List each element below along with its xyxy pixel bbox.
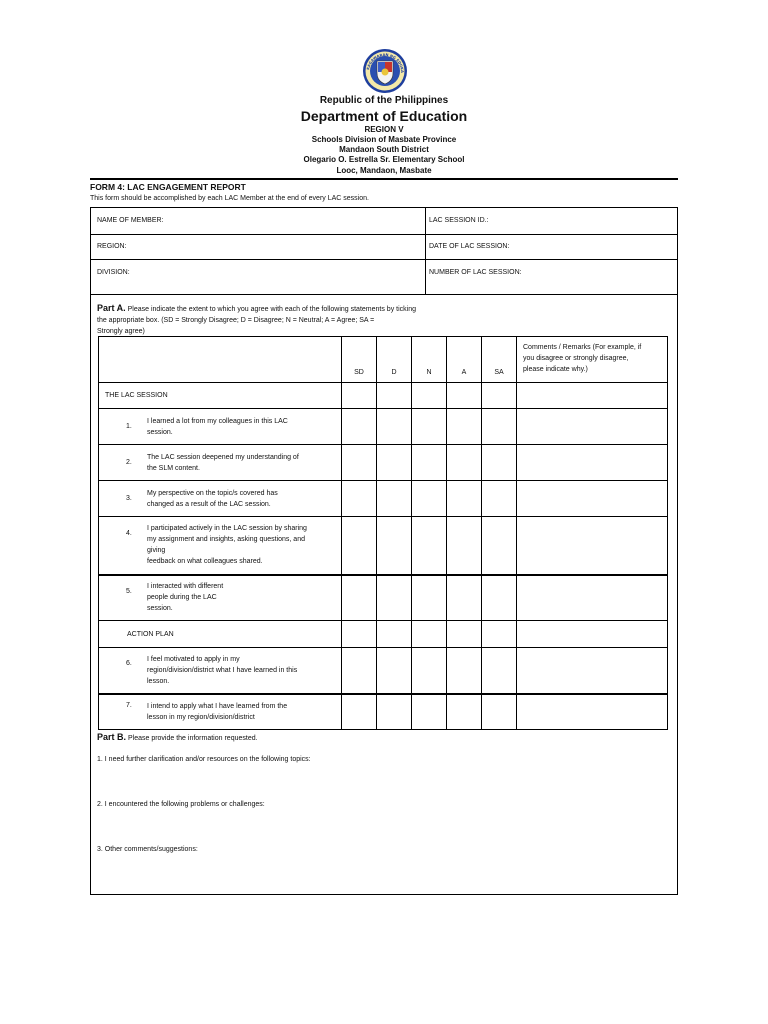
statement-1: 1. I learned a lot from my colleagues in this LAC session. (99, 409, 342, 445)
statement-row-3 (99, 481, 668, 517)
rating-header-row (99, 337, 668, 383)
rating-box[interactable] (412, 575, 447, 621)
rating-box[interactable] (342, 481, 377, 517)
statement-row-2 (99, 445, 668, 481)
rating-box[interactable] (482, 694, 517, 730)
form-body (90, 207, 678, 895)
address-heading: Looc, Mandaon, Masbate (336, 166, 432, 175)
rating-box[interactable] (377, 409, 412, 445)
rating-box[interactable] (447, 575, 482, 621)
info-row-division (91, 260, 677, 295)
lac-session-id-label: LAC SESSION ID.: (429, 217, 489, 224)
rating-box[interactable] (412, 621, 447, 648)
division-label: DIVISION: (97, 269, 130, 276)
rating-box[interactable] (377, 648, 412, 694)
header-divider (90, 178, 678, 180)
rating-box[interactable] (447, 694, 482, 730)
rating-box[interactable] (412, 481, 447, 517)
republic-heading: Republic of the Philippines (319, 95, 449, 106)
rating-box[interactable] (482, 383, 517, 409)
rating-box[interactable] (412, 445, 447, 481)
statement-5: 5. I interacted with different people during the LAC session. (99, 575, 342, 621)
part-b-question-2: 2. I encountered the following problems or challenges: (97, 801, 265, 808)
name-of-member-label: NAME OF MEMBER: (97, 217, 164, 224)
part-b-instructions (97, 732, 258, 742)
rating-box[interactable] (412, 383, 447, 409)
rating-box[interactable] (482, 481, 517, 517)
info-row-member (91, 208, 677, 235)
scale-d-header: D (377, 337, 412, 383)
rating-box[interactable] (482, 621, 517, 648)
rating-box[interactable] (377, 517, 412, 575)
part-b-intro: Please provide the information requested. (127, 735, 258, 742)
rating-box[interactable] (342, 445, 377, 481)
rating-box[interactable] (412, 694, 447, 730)
statement-2: 2. The LAC session deepened my understanding of the SLM content. (99, 445, 342, 481)
statement-7: 7. I intend to apply what I have learned from the lesson in my region/division/district (99, 694, 342, 730)
rating-box[interactable] (447, 621, 482, 648)
rating-box[interactable] (377, 481, 412, 517)
part-b-label: Part B. (97, 732, 127, 742)
info-row-region (91, 234, 677, 260)
rating-box[interactable] (377, 575, 412, 621)
rating-box[interactable] (342, 517, 377, 575)
section-row-lac-session (99, 383, 668, 409)
section-row-action-plan (99, 621, 668, 648)
deped-seal-logo (357, 46, 413, 96)
department-heading: Department of Education (300, 108, 468, 124)
rating-table (98, 336, 668, 730)
rating-box[interactable] (377, 383, 412, 409)
part-a-label: Part A. (97, 303, 126, 313)
comment-box[interactable] (517, 445, 668, 481)
part-a-instructions (97, 303, 477, 337)
rating-box[interactable] (482, 517, 517, 575)
form-description: This form should be accomplished by each LAC Member at the end of every LAC session. (90, 195, 369, 202)
statement-row-7 (99, 694, 668, 730)
school-heading: Olegario O. Estrella Sr. Elementary School (303, 155, 465, 164)
rating-box[interactable] (447, 445, 482, 481)
comment-box[interactable] (517, 383, 668, 409)
rating-box[interactable] (447, 648, 482, 694)
rating-box[interactable] (412, 409, 447, 445)
statement-4: 4. I participated actively in the LAC session by sharing my assignment and insights, asking questions, and giving feedback on what colleagues shared. (99, 517, 342, 575)
comment-box[interactable] (517, 648, 668, 694)
region-label: REGION: (97, 243, 127, 250)
rating-box[interactable] (412, 517, 447, 575)
statement-3: 3. My perspective on the topic/s covered has changed as a result of the LAC session. (99, 481, 342, 517)
statement-row-5 (99, 575, 668, 621)
scale-a-header: A (447, 337, 482, 383)
rating-box[interactable] (377, 621, 412, 648)
district-heading: Mandaon South District (339, 145, 429, 154)
comment-box[interactable] (517, 481, 668, 517)
rating-box[interactable] (342, 694, 377, 730)
rating-box[interactable] (447, 517, 482, 575)
rating-box[interactable] (342, 409, 377, 445)
svg-text:KAGAWARAN NG EDUKASYON: KAGAWARAN NG EDUKA (366, 52, 405, 73)
comment-box[interactable] (517, 621, 668, 648)
rating-box[interactable] (342, 575, 377, 621)
rating-box[interactable] (447, 481, 482, 517)
scale-n-header: N (412, 337, 447, 383)
header-blank-cell (99, 337, 342, 383)
rating-box[interactable] (412, 648, 447, 694)
comment-box[interactable] (517, 409, 668, 445)
section-action-plan-label: ACTION PLAN (99, 621, 342, 648)
rating-box[interactable] (447, 383, 482, 409)
statement-6: 6. I feel motivated to apply in my region/division/district what I have learned in this lesson. (99, 648, 342, 694)
region-heading: REGION V (364, 125, 404, 134)
comment-box[interactable] (517, 575, 668, 621)
statement-row-1 (99, 409, 668, 445)
statement-row-6 (99, 648, 668, 694)
rating-box[interactable] (482, 445, 517, 481)
rating-box[interactable] (482, 648, 517, 694)
date-of-lac-session-label: DATE OF LAC SESSION: (429, 243, 510, 250)
scale-sd-header: SD (342, 337, 377, 383)
comment-box[interactable] (517, 517, 668, 575)
part-b-question-3: 3. Other comments/suggestions: (97, 846, 198, 853)
rating-box[interactable] (447, 409, 482, 445)
rating-box[interactable] (482, 409, 517, 445)
scale-sa-header: SA (482, 337, 517, 383)
rating-box[interactable] (482, 575, 517, 621)
part-b-question-1: 1. I need further clarification and/or resources on the following topics: (97, 756, 311, 763)
division-heading: Schools Division of Masbate Province (311, 135, 457, 144)
rating-box[interactable] (342, 383, 377, 409)
section-lac-session-label: THE LAC SESSION (99, 383, 342, 409)
rating-box[interactable] (377, 694, 412, 730)
statement-row-4 (99, 517, 668, 575)
rating-box[interactable] (377, 445, 412, 481)
form-title: FORM 4: LAC ENGAGEMENT REPORT (90, 182, 246, 192)
number-of-lac-session-label: NUMBER OF LAC SESSION: (429, 269, 522, 276)
rating-box[interactable] (342, 621, 377, 648)
comment-box[interactable] (517, 694, 668, 730)
part-a-line2: the appropriate box. (SD = Strongly Disagree; D = Disagree; N = Neutral; A = Agree; SA = (97, 317, 375, 324)
part-a-line3: Strongly agree) (97, 328, 145, 335)
comments-header: Comments / Remarks (For example, if you disagree or strongly disagree, please indicate why.) (517, 337, 668, 383)
rating-box[interactable] (342, 648, 377, 694)
part-a-line1: Please indicate the extent to which you agree with each of the following statements by ticking (127, 306, 416, 313)
